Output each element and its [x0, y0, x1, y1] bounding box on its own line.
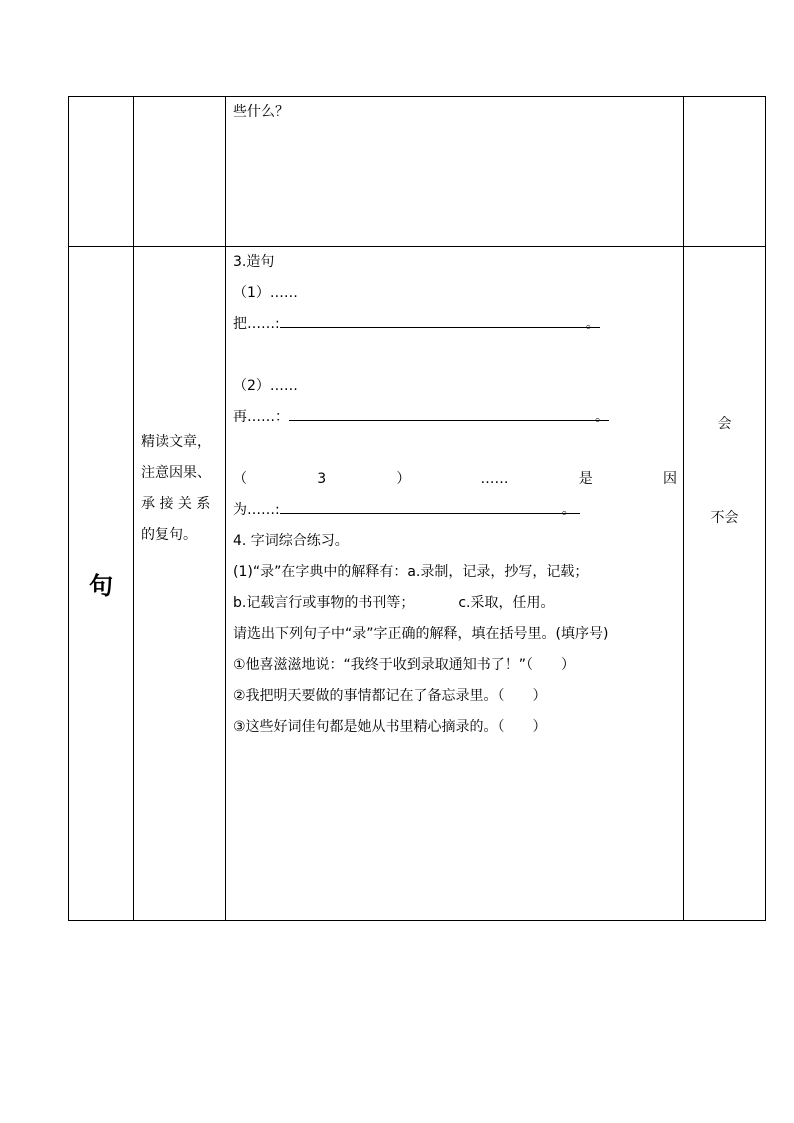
- item3-token: 3: [317, 471, 327, 487]
- task4-instruction: 请选出下列句子中“录”字正确的解释，填在括号里。(填序号): [233, 626, 609, 642]
- goal-text: [134, 247, 226, 921]
- table-row: [69, 247, 766, 921]
- lesson-table: [68, 96, 766, 921]
- goal-line: 注意因果、: [141, 465, 211, 481]
- item2-answer-blank[interactable]: 。: [289, 402, 609, 421]
- spacer: [233, 340, 677, 371]
- item2-label: （2）……: [233, 378, 298, 394]
- self-assessment-cell: [684, 247, 766, 921]
- goal-line: 承 接 关 系: [141, 496, 211, 512]
- item1-line: [233, 309, 677, 340]
- spacer: [233, 433, 677, 464]
- definition-b: b.记载言行或事物的书刊等；: [233, 595, 415, 611]
- item3-token: （: [233, 471, 247, 487]
- category-cell: [69, 97, 134, 247]
- item3-answer-blank[interactable]: 。: [280, 495, 580, 514]
- item3-token: ）: [396, 471, 411, 487]
- item2-prefix: 再……：: [233, 409, 289, 425]
- content-text: 些什么？: [233, 104, 289, 120]
- question-3: ③这些好词佳句都是她从书里精心摘录的。（ ）: [233, 719, 547, 735]
- task4-title: 4. 字词综合练习。: [233, 533, 349, 549]
- item1-prefix: 把……:: [233, 316, 280, 332]
- exercise-cell: [226, 247, 684, 921]
- task3-title: 3.造句: [233, 254, 275, 270]
- task4-line2: [233, 588, 677, 619]
- item1-answer-blank[interactable]: 。: [280, 309, 600, 328]
- item3-prefix: 为……:: [233, 502, 280, 518]
- item3-token: 因: [662, 471, 677, 487]
- item2-line: [233, 402, 677, 433]
- question-2: ②我把明天要做的事情都记在了备忘录里。（ ）: [233, 688, 547, 704]
- table-row: [69, 97, 766, 247]
- content-cell: [226, 97, 684, 247]
- question-1: ①他喜滋滋地说：“我终于收到录取通知书了！”（ ）: [233, 657, 576, 673]
- status-no[interactable]: 不会: [710, 510, 739, 526]
- item3-tokens: [233, 464, 677, 495]
- status-cell: [684, 97, 766, 247]
- item1-label: （1）……: [233, 285, 298, 301]
- item3-token: 是: [578, 471, 593, 487]
- task4-line1: (1)“录”在字典中的解释有：a.录制，记录，抄写，记载；: [233, 564, 589, 580]
- item3-token: ……: [480, 471, 509, 487]
- goal-line: 精读文章，: [141, 434, 211, 450]
- item3-line: [233, 495, 677, 526]
- status-yes[interactable]: 会: [717, 416, 732, 432]
- definition-c: c.采取，任用。: [458, 595, 555, 611]
- goal-cell: [134, 97, 226, 247]
- goal-line: 的复句。: [141, 527, 197, 543]
- category-label: 句: [69, 247, 134, 921]
